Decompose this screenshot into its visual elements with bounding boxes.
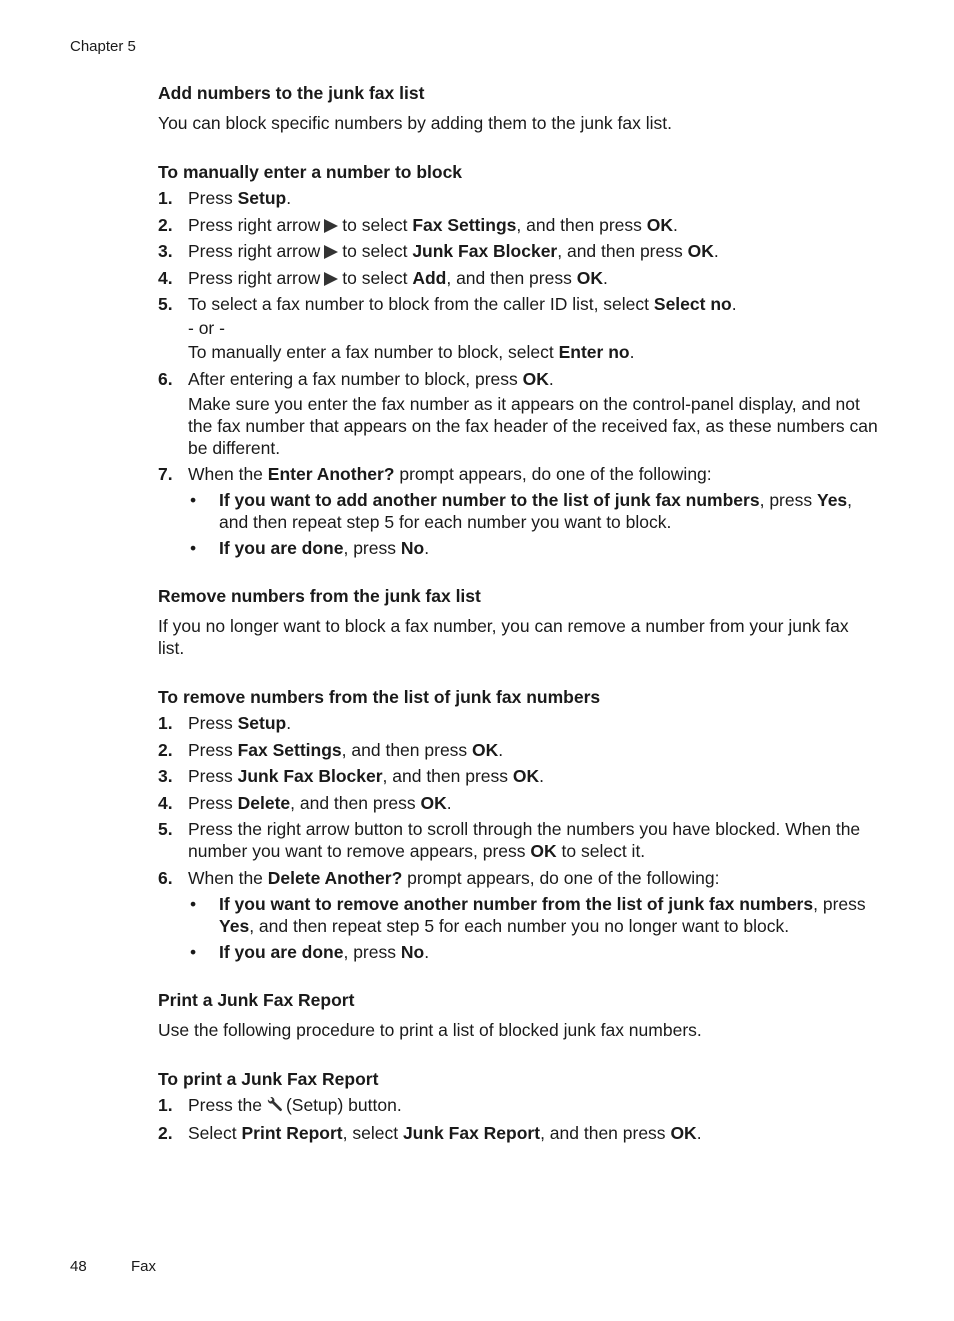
step-keyword: Setup: [237, 188, 287, 208]
step-text: .: [539, 766, 545, 786]
list-item: [158, 765, 878, 787]
section-heading-remove-numbers: Remove numbers from the junk fax list: [158, 586, 481, 606]
step-text: prompt appears, do one of the following:: [394, 464, 712, 484]
step-keyword: If you want to add another number to the list of junk fax numbers: [219, 490, 760, 510]
step-text: To select a fax number to block from the caller ID list, select: [188, 294, 654, 314]
step-text: , and then press: [341, 739, 473, 760]
step-text: , and then press: [516, 214, 647, 235]
step-keyword: OK: [522, 368, 549, 389]
step-note: Make sure you enter the fax number as it appears on the control-panel display, and not the fax number that appears on the fax header of the received fax, as these numbers can be different.: [188, 393, 878, 458]
step-text: , and then repeat step 5 for each number you want to block.: [219, 490, 853, 532]
step-number: 1.: [158, 1094, 173, 1115]
step-keyword: OK: [512, 766, 540, 786]
step-text: , and then press: [290, 792, 421, 813]
step-text: Press right arrow: [188, 241, 321, 261]
list-item: [188, 537, 878, 559]
step-text: Press: [188, 188, 238, 208]
bullet: •: [190, 941, 197, 962]
step-text: Select: [188, 1123, 242, 1143]
step-number: 3.: [158, 766, 173, 786]
step-keyword: Print Report: [241, 1123, 343, 1143]
step-text: .: [446, 792, 452, 813]
step-keyword: Yes: [219, 915, 250, 936]
step-number: 2.: [158, 214, 173, 235]
step-text: Press the right arrow button to scroll through the numbers you have blocked. When the number you want to remove appears, press: [188, 819, 861, 861]
running-footer-section: Fax: [131, 1258, 157, 1275]
step-text: , and then press: [540, 1123, 671, 1143]
bullet: •: [190, 538, 197, 558]
step-keyword: No: [400, 941, 425, 962]
step-number: 5.: [158, 819, 173, 839]
procedure-heading-manual-block: To manually enter a number to block: [158, 162, 463, 182]
step-text: Press: [188, 739, 238, 760]
bullet: •: [190, 893, 197, 914]
step-text: .: [424, 941, 430, 962]
step-text: prompt appears, do one of the following:: [402, 867, 720, 888]
step-text: (Setup) button.: [285, 1094, 402, 1115]
step-text: to select: [342, 214, 413, 235]
step-keyword: Add: [412, 267, 447, 288]
options-list: [188, 893, 878, 963]
step-text: to select: [342, 267, 413, 288]
step-keyword: Fax Settings: [412, 214, 517, 235]
step-number: 2.: [158, 1123, 173, 1143]
step-keyword: OK: [530, 841, 557, 861]
list-item: [188, 893, 878, 937]
step-text: , and then repeat step 5 for each number you no longer want to block.: [249, 915, 790, 936]
step-text: .: [498, 739, 504, 760]
options-list: [188, 489, 878, 559]
step-text: When the: [188, 464, 268, 484]
step-text: , and then press: [446, 267, 577, 288]
step-keyword: No: [400, 538, 425, 558]
step-alternative: [188, 341, 878, 363]
procedure-heading-print-report: To print a Junk Fax Report: [158, 1068, 379, 1089]
section-heading-print-report: Print a Junk Fax Report: [158, 989, 355, 1010]
step-number: 1.: [158, 713, 173, 733]
step-keyword: OK: [687, 241, 714, 261]
step-text: , press: [813, 893, 866, 914]
list-item: [158, 187, 878, 209]
list-item: [158, 463, 878, 559]
step-text: , select: [342, 1123, 403, 1143]
step-keyword: Enter Another?: [267, 464, 395, 484]
list-item: [158, 368, 878, 459]
step-keyword: If you are done: [219, 941, 344, 962]
step-keyword: Enter no: [558, 342, 630, 362]
step-text: Press the: [188, 1094, 262, 1115]
right-arrow-icon: [324, 219, 338, 233]
step-text: After entering a fax number to block, press: [188, 368, 523, 389]
step-keyword: OK: [576, 267, 603, 288]
step-keyword: Fax Settings: [237, 739, 342, 760]
list-item: [158, 867, 878, 963]
list-item: [158, 818, 878, 862]
right-arrow-icon: [324, 272, 338, 286]
step-keyword: If you are done: [219, 538, 344, 558]
step-text: , and then press: [382, 766, 513, 786]
step-keyword: OK: [472, 739, 499, 760]
section-heading-add-numbers: Add numbers to the junk fax list: [158, 83, 425, 103]
procedure-heading-remove: To remove numbers from the list of junk fax numbers: [158, 687, 601, 707]
section-intro: Use the following procedure to print a list of blocked junk fax numbers.: [158, 1019, 702, 1040]
step-keyword: OK: [670, 1123, 697, 1143]
step-keyword: Junk Fax Report: [402, 1123, 541, 1143]
step-text: to select: [342, 241, 413, 261]
step-text: .: [696, 1123, 702, 1143]
step-text: to select it.: [556, 841, 646, 861]
step-keyword: Setup: [237, 713, 287, 733]
step-text: , and then press: [557, 241, 688, 261]
step-text: When the: [188, 867, 268, 888]
step-text: , press: [343, 941, 401, 962]
list-item: [158, 739, 878, 761]
page-number: 48: [70, 1258, 87, 1275]
step-text: .: [731, 294, 737, 314]
step-keyword: OK: [420, 792, 447, 813]
step-keyword: Select no: [653, 294, 732, 314]
steps-list: [158, 712, 878, 963]
step-text: .: [286, 188, 292, 208]
list-item: [158, 792, 878, 814]
list-item: [188, 941, 878, 963]
list-item: [158, 240, 878, 262]
running-header-chapter: Chapter 5: [70, 38, 136, 55]
step-text: .: [602, 267, 608, 288]
page-content: [158, 82, 878, 1170]
step-text: Press: [188, 713, 238, 733]
steps-list: [158, 1094, 878, 1145]
section-intro: If you no longer want to block a fax number, you can remove a number from your junk fax list.: [158, 616, 849, 658]
step-text: , press: [759, 490, 817, 510]
list-item: [158, 1094, 878, 1118]
step-keyword: OK: [646, 214, 673, 235]
step-text: , press: [343, 538, 401, 558]
step-number: 4.: [158, 792, 173, 813]
list-item: [158, 293, 878, 363]
section-intro: You can block specific numbers by adding them to the junk fax list.: [158, 113, 672, 133]
list-item: [188, 489, 878, 533]
step-keyword: If you want to remove another number from the list of junk fax numbers: [219, 893, 814, 914]
step-text: Press right arrow: [188, 214, 321, 235]
step-keyword: Delete Another?: [267, 867, 403, 888]
step-number: 7.: [158, 464, 173, 484]
step-number: 5.: [158, 294, 173, 314]
step-text: .: [548, 368, 554, 389]
steps-list: [158, 187, 878, 559]
list-item: [158, 1122, 878, 1144]
step-text: .: [286, 713, 292, 733]
step-text: Press: [188, 766, 238, 786]
right-arrow-icon: [324, 245, 338, 259]
list-item: [158, 267, 878, 289]
wrench-icon: [265, 1096, 283, 1118]
step-text: .: [424, 538, 430, 558]
step-number: 6.: [158, 867, 173, 888]
step-text: Press right arrow: [188, 267, 321, 288]
list-item: [158, 214, 878, 236]
step-keyword: Junk Fax Blocker: [237, 766, 383, 786]
step-text: .: [713, 241, 719, 261]
step-number: 6.: [158, 368, 173, 389]
step-text: .: [629, 342, 635, 362]
step-text: To manually enter a fax number to block, select: [188, 342, 559, 362]
step-keyword: Junk Fax Blocker: [412, 241, 558, 261]
step-number: 4.: [158, 267, 173, 288]
list-item: [158, 712, 878, 734]
step-number: 1.: [158, 188, 173, 208]
step-number: 3.: [158, 241, 173, 261]
step-alternative-separator: - or -: [188, 318, 225, 338]
bullet: •: [190, 490, 197, 510]
step-keyword: Yes: [816, 490, 848, 510]
step-number: 2.: [158, 739, 173, 760]
step-keyword: Delete: [237, 792, 291, 813]
step-text: Press: [188, 792, 238, 813]
step-text: .: [673, 214, 678, 235]
